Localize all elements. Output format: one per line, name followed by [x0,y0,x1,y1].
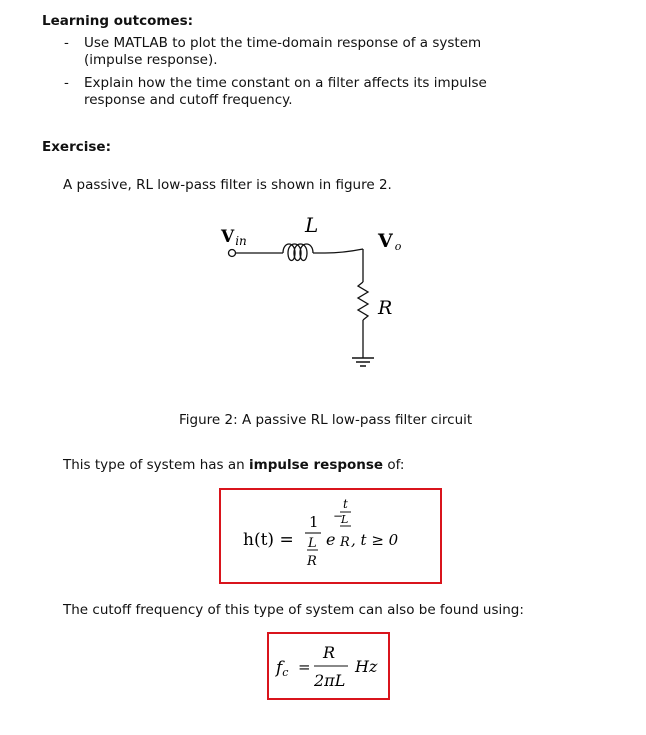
input-terminal [229,250,236,257]
resistor-label: R [378,297,393,319]
bullet-dash: - [64,75,69,91]
exercise-intro: A passive, RL low-pass filter is shown in figure 2. [63,177,392,193]
rl-circuit-diagram [215,212,435,392]
formula-numerator: 1 [309,513,319,531]
formula-unit: Hz [355,657,378,676]
inductor-label: L [305,213,319,237]
learning-outcome-item: Explain how the time constant on a filter affects its impulse response and cutoff frequency. [84,75,487,108]
cutoff-intro: The cutoff frequency of this type of system can also be found using: [63,602,524,618]
formula-condition: , t ≥ 0 [351,531,399,549]
ground-icon [352,358,374,366]
impulse-response-formula [220,490,440,582]
cutoff-frequency-formula [268,634,389,698]
bullet-dash: - [64,35,69,51]
impulse-intro: This type of system has an impulse response of: [63,457,405,473]
formula-den-bottom: R [307,554,317,569]
learning-outcomes-heading: Learning outcomes: [42,13,194,29]
formula-exp-num: t [343,497,348,511]
formula-exp-den-top: L [341,513,349,526]
inductor-symbol [283,244,313,261]
formula-equals: = [298,658,311,676]
impulse-response-term: impulse response [249,457,384,473]
formula-denominator: 2πL [314,671,346,690]
formula-exp-den-bottom: R [340,535,350,550]
exercise-heading: Exercise: [42,139,111,155]
figure-caption: Figure 2: A passive RL low-pass filter circuit [179,412,473,428]
formula-exp-sign: − [333,509,344,523]
output-wire [313,249,363,253]
vin-label: Vin [221,227,247,248]
formula-fc: fc [276,658,289,679]
formula-numerator: R [323,643,336,662]
formula-exp-base: e [326,530,336,549]
vo-label: Vo [378,230,402,253]
formula-den-top: L [308,536,317,551]
formula-lhs: h(t) = [243,530,294,550]
learning-outcome-item: Use MATLAB to plot the time-domain response of a system (impulse response). [84,35,482,68]
resistor-symbol [358,282,368,320]
